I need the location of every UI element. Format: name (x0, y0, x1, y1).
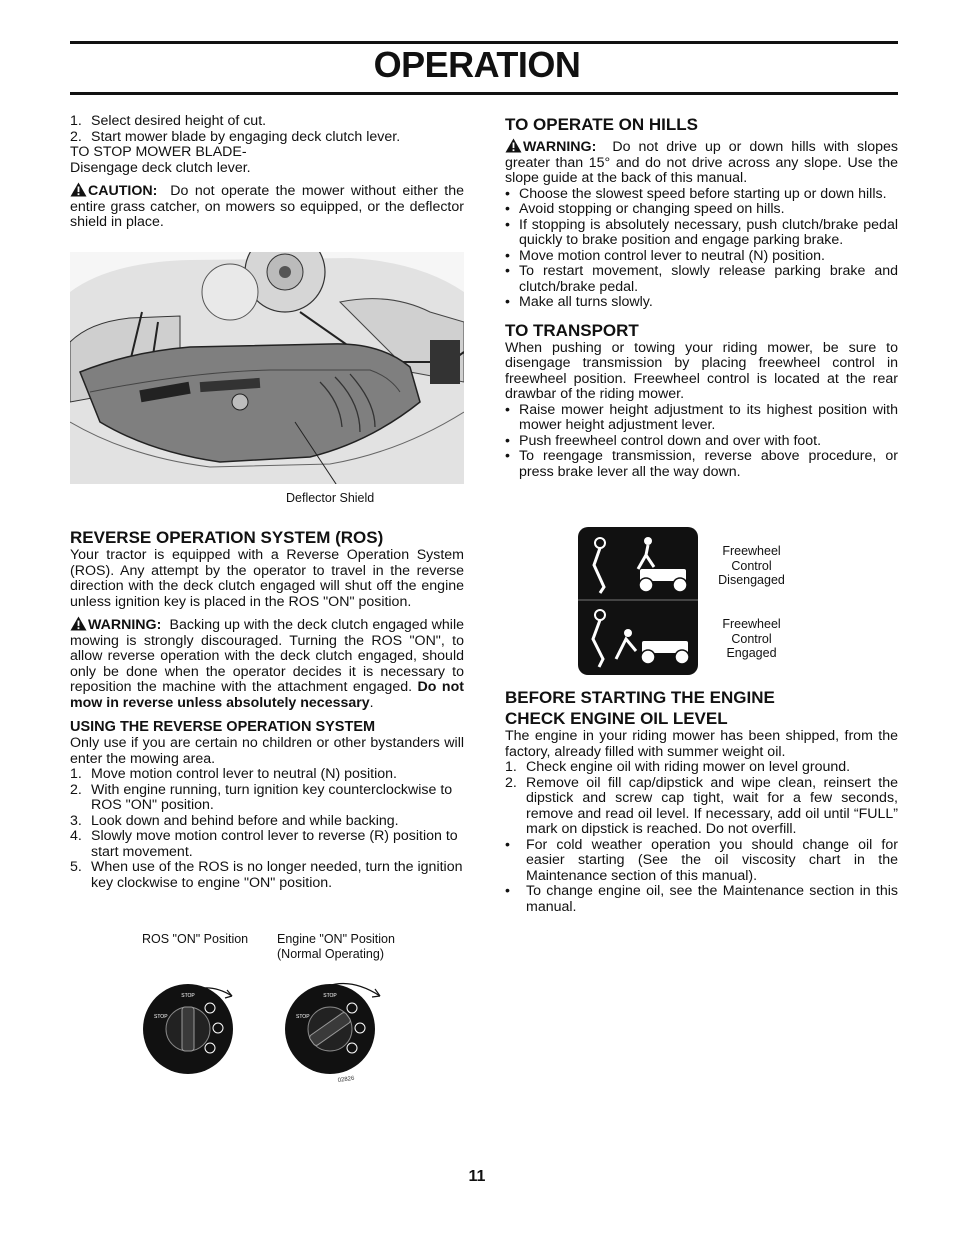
deflector-shield-caption: Deflector Shield (286, 491, 375, 505)
oil-intro: The engine in your riding mower has been shipped, from the factory, already filled with summer weight oil. (505, 728, 898, 760)
page-title: OPERATION (373, 44, 581, 85)
list-item: 2. With engine running, turn ignition key counterclockwise to ROS "ON" position. (70, 781, 453, 813)
check-oil-heading: CHECK ENGINE OIL LEVEL (505, 709, 728, 728)
transport-bullets (505, 403, 898, 481)
engine-oil-section (505, 687, 898, 915)
list-item: • Avoid stopping or changing speed on hills. (505, 201, 785, 217)
ignition-switch-ros-on (140, 972, 250, 1080)
list-item: • Choose the slowest speed before starting up or down hills. (505, 185, 887, 202)
freewheel-disengaged-label: Freewheel Control Disengaged (718, 544, 785, 587)
using-ros-intro: Only use if you are certain no children or other bystanders will enter the mowing area. (70, 735, 464, 767)
list-item: 2. Remove oil fill cap/dipstick and wipe clean, reinsert the dipstick and screw cap tight, wait for a few seconds, remove and read oil level. If necessary, add oil until “FULL” mark on dipstick is reached. Do not overfill. (505, 774, 898, 837)
list-item: 5. When use of the ROS is no longer needed, turn the ignition key clockwise to engine "ON" position. (70, 859, 463, 891)
svg-text:STOP: STOP (296, 1014, 310, 1020)
ros-warning: WARNING: Backing up with the deck clutch engaged while mowing is strongly discouraged. Turning the ROS "ON", to allow reverse operation with the deck clutch engaged, should only be done when the operator decides it is necessary to reposition the machine with the attachment engaged. Do not mow in reverse unless absolutely necessary. (70, 617, 464, 711)
transport-heading: TO TRANSPORT (505, 320, 639, 340)
svg-text:STOP: STOP (181, 993, 195, 999)
ignition-switch-engine-on (282, 972, 392, 1090)
warning-label: WARNING: (88, 617, 162, 633)
freewheel-control-decal (578, 527, 698, 675)
hills-heading: TO OPERATE ON HILLS (505, 115, 698, 134)
ros-heading: REVERSE OPERATION SYSTEM (ROS) (70, 528, 384, 547)
warning-label: WARNING: (523, 139, 597, 155)
caution-note (70, 182, 464, 231)
svg-text:STOP: STOP (323, 993, 337, 999)
left-column (70, 114, 464, 231)
title-underline (70, 92, 898, 95)
caution-text: Do not operate the mower without either the entire grass catcher, on mowers so equipped, or the deflector shield in place. (70, 183, 464, 230)
list-item: 3. Look down and behind before and while backing. (70, 812, 399, 829)
oil-steps-list (505, 760, 898, 838)
list-item: • Push freewheel control down and over with foot. (505, 432, 822, 449)
warning-triangle-icon (70, 182, 87, 197)
list-item: • Raise mower height adjustment to its highest position with mower height adjustment lever. (505, 401, 898, 433)
page-number: 11 (468, 1168, 486, 1185)
list-item: • If stopping is absolutely necessary, push clutch/brake pedal quickly to brake position and engage parking brake. (505, 216, 898, 248)
cut-steps-list (70, 114, 464, 145)
warning-emphasis: Do not mow in reverse unless absolutely necessary (70, 679, 464, 711)
stop-blade-instruction: Disengage deck clutch lever. (70, 159, 251, 176)
right-column (505, 114, 898, 480)
list-item: 1. Select desired height of cut. (70, 113, 267, 129)
list-item: • Make all turns slowly. (505, 294, 653, 310)
list-item: • To change engine oil, see the Maintenance section in this manual. (505, 883, 898, 915)
list-item: • To reengage transmission, reverse above procedure, or press brake lever all the way down. (505, 448, 898, 480)
ros-steps-list (70, 767, 464, 891)
list-item: 2. Start mower blade by engaging deck clutch lever. (70, 128, 401, 145)
list-item: 1. Check engine oil with riding mower on level ground. (505, 759, 851, 775)
before-starting-heading: BEFORE STARTING THE ENGINE (505, 688, 775, 707)
list-item: • Move motion control lever to neutral (N) position. (505, 247, 825, 264)
engine-on-caption: Engine "ON" Position (Normal Operating) (277, 932, 395, 961)
figure-code: 02826 (337, 1075, 355, 1084)
list-item: 1. Move motion control lever to neutral (N) position. (70, 766, 397, 782)
caution-label: CAUTION: (88, 183, 158, 199)
using-ros-heading: USING THE REVERSE OPERATION SYSTEM (70, 719, 376, 735)
list-item: 4. Slowly move motion control lever to reverse (R) position to start movement. (70, 828, 458, 860)
list-item: • To restart movement, slowly release parking brake and clutch/brake pedal. (505, 263, 898, 295)
warning-triangle-icon (70, 616, 87, 631)
oil-bullets (505, 838, 898, 916)
transport-intro: When pushing or towing your riding mower, be sure to disengage transmission by placing freewheel control in freewheel position. Freewheel control is located at the rear drawbar of the riding mower. (505, 339, 898, 402)
list-item: • For cold weather operation you should change oil for easier starting (See the oil viscosity chart in the Maintenance section of this manual). (505, 836, 898, 884)
stop-blade-line: TO STOP MOWER BLADE- (70, 144, 247, 160)
hills-warning: WARNING: Do not drive up or down hills with slopes greater than 15° and do not drive across any slope. Use the slope guide at the back of this manual. (505, 139, 899, 186)
ros-intro: Your tractor is equipped with a Reverse Operation System (ROS). Any attempt by the operator to travel in the reverse direction with the deck clutch engaged will shut off the engine unless ignition key is placed in the ROS "ON" position. (70, 547, 464, 610)
warning-triangle-icon (505, 138, 522, 153)
deflector-shield-illustration (70, 252, 464, 484)
hills-bullets (505, 187, 898, 311)
ros-on-caption: ROS "ON" Position (142, 932, 249, 946)
freewheel-engaged-label: Freewheel Control Engaged (722, 617, 781, 660)
svg-text:STOP: STOP (154, 1014, 168, 1020)
ros-section (70, 527, 464, 891)
